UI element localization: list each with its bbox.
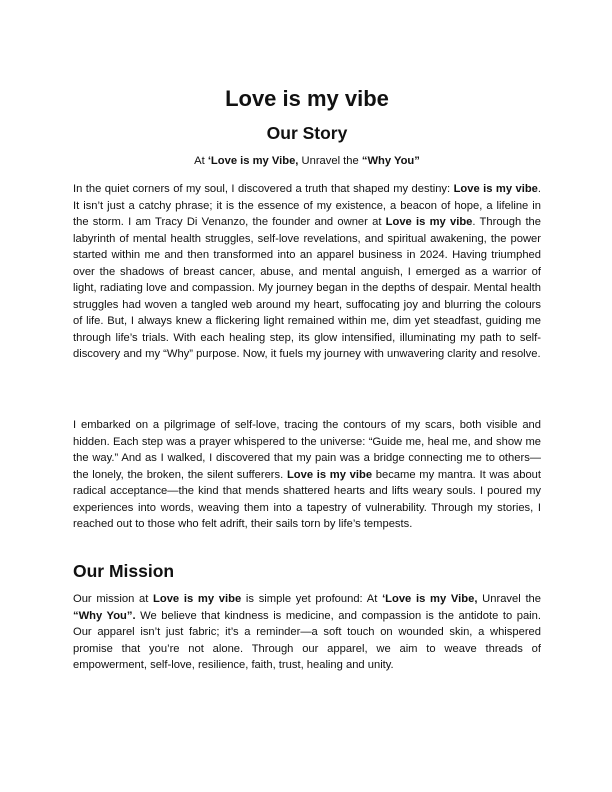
tagline-why-you: “Why You” [361,155,420,167]
story-p1-text-3: . Through the labyrinth of mental health struggles, self-love revelations, and spiritual awakening, the power started within me and then transformed into an apparel business in 2024. Having triumphed over the shadows of breast cancer, abuse, and mental anguish, I emerged as a warrior of light, radiating love and compassion. My journey began in the depths of despair. Mental health struggles had woven a tangled web around my heart, suffocating joy and blurring the colours of life. But, I always knew a flickering light remained within me, dim yet steadfast, guiding me through life’s trials. With each healing step, its glow intensified, illuminating my path to self-discovery and my “Why” purpose. Now, it fuels my journey with unwavering clarity and resolve. [73,216,541,360]
mission-text-2: is simple yet profound: At [241,593,383,605]
tagline [73,153,541,169]
story-p1-text-1: In the quiet corners of my soul, I discovered a truth that shaped my destiny: [73,183,454,195]
story-p2-text-2: became my mantra. It was about radical acceptance—the kind that mends shattered hearts and lifts weary souls. I poured my experiences into words, weaving them into a tapestry of vulnerability. Through my stories, I reached out to those who felt adrift, their sails torn by life’s tempests. [73,468,542,530]
story-p1-text-2: . It isn’t just a catchy phrase; it is the essence of my existence, a beacon of hope, a lifeline in the storm. I am Tracy Di Venanzo, the founder and owner at [73,183,541,228]
story-p2-text-1: I embarked on a pilgrimage of self-love, tracing the contours of my scars, both visible and hidden. Each step was a prayer whispered to the universe: “Guide me, heal me, and show me the way.” And as I walked, I discovered that my pain was a bridge connecting me to others—the lonely, the broken, the silent sufferers. [73,419,541,481]
tagline-brand: ‘Love is my Vibe, [207,155,299,167]
section-title-our-mission: Our Mission [73,561,175,581]
tagline-prefix: At [194,155,208,167]
mission-text-4: We believe that kindness is medicine, and compassion is the antidote to pain. Our apparel isn’t just fabric; it’s a reminder—a soft touch on wounded skin, a whispered promise that you’re not alone. Through our apparel, we aim to weave threads of empowerment, self-love, resilience, faith, trust, healing and unity. [73,609,541,671]
story-paragraph-1 [73,181,541,363]
mission-text-3: Unravel the [477,593,542,605]
mission-paragraph [73,591,541,674]
mission-text-1: Our mission at [73,593,154,605]
mission-brand-1: Love is my vibe [153,593,242,605]
story-paragraph-2 [73,417,541,533]
mission-brand-2: ‘Love is my Vibe, [382,593,478,605]
mission-why-you: “Why You”. [73,609,136,622]
section-title-our-story: Our Story [266,123,348,143]
tagline-middle: Unravel the [298,155,362,167]
page-title: Love is my vibe [225,86,389,111]
story-p1-brand-1: Love is my vibe [453,183,538,195]
story-p2-brand-1: Love is my vibe [286,468,373,481]
story-p1-brand-2: Love is my vibe [385,216,473,228]
